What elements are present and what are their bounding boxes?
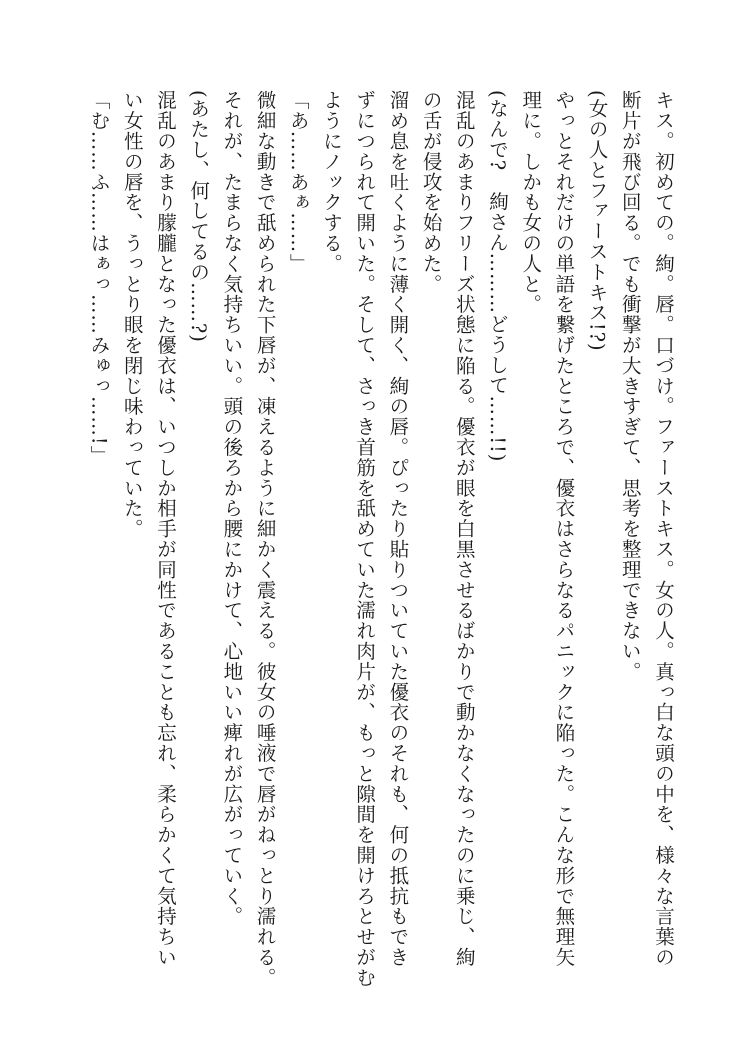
text-line: (あたし、何してるの……?) (187, 90, 211, 343)
vertical-text-body (44, 90, 680, 990)
text-line: (女の人とファーストキス!?) (585, 90, 609, 352)
text-line: やっとそれだけの単語を繋げたところで、優衣はさらなるパニックに陥った。こんな形で無理矢 (552, 90, 576, 968)
text-line: ようにノックする。 (319, 90, 343, 274)
text-line: 断片が飛び回る。でも衝撃が大きすぎて、思考を整理できない。 (618, 90, 642, 682)
text-line: (なんで? 絢さん………どうして……!!) (485, 90, 509, 463)
text-line: 「あ……あぁ……」 (286, 90, 310, 274)
text-line: 微細な動きで舐められた下唇が、凍えるように細かく震える。彼女の唾液で唇がねっとり濡れる。 (253, 90, 277, 988)
text-line: の舌が侵攻を始めた。 (419, 90, 443, 294)
text-line: 混乱のあまりフリーズ状態に陥る。優衣が眼を白黒させるばかりで動かなくなったのに乗じ、絢 (452, 90, 476, 968)
text-line: 溜め息を吐くように薄く開く、絢の唇。ぴったり貼りついていた優衣のそれも、何の抵抗もでき (386, 90, 410, 968)
text-line: ずにつられて開いた。そして、さっき首筋を舐めていた濡れ肉片が、もっと隙間を開けろとせがむ (353, 90, 377, 988)
text-line: い女性の唇を、うっとり眼を閉じ味わっていた。 (120, 90, 144, 539)
text-line: 「む……ふ……はぁっ……みゅっ……!」 (87, 90, 111, 466)
text-line: 理に。しかも女の人と。 (519, 90, 543, 315)
text-line: キス。初めての。絢。唇。口づけ。ファーストキス。女の人。真っ白な頭の中を、様々な言葉の (652, 90, 675, 968)
text-line: 混乱のあまり朦朧となった優衣は、いつしか相手が同性であることも忘れ、柔らかくて気持ちい (153, 90, 177, 968)
text-line: それが、たまらなく気持ちいい。頭の後ろから腰にかけて、心地いい痺れが広がっていく。 (220, 90, 244, 927)
